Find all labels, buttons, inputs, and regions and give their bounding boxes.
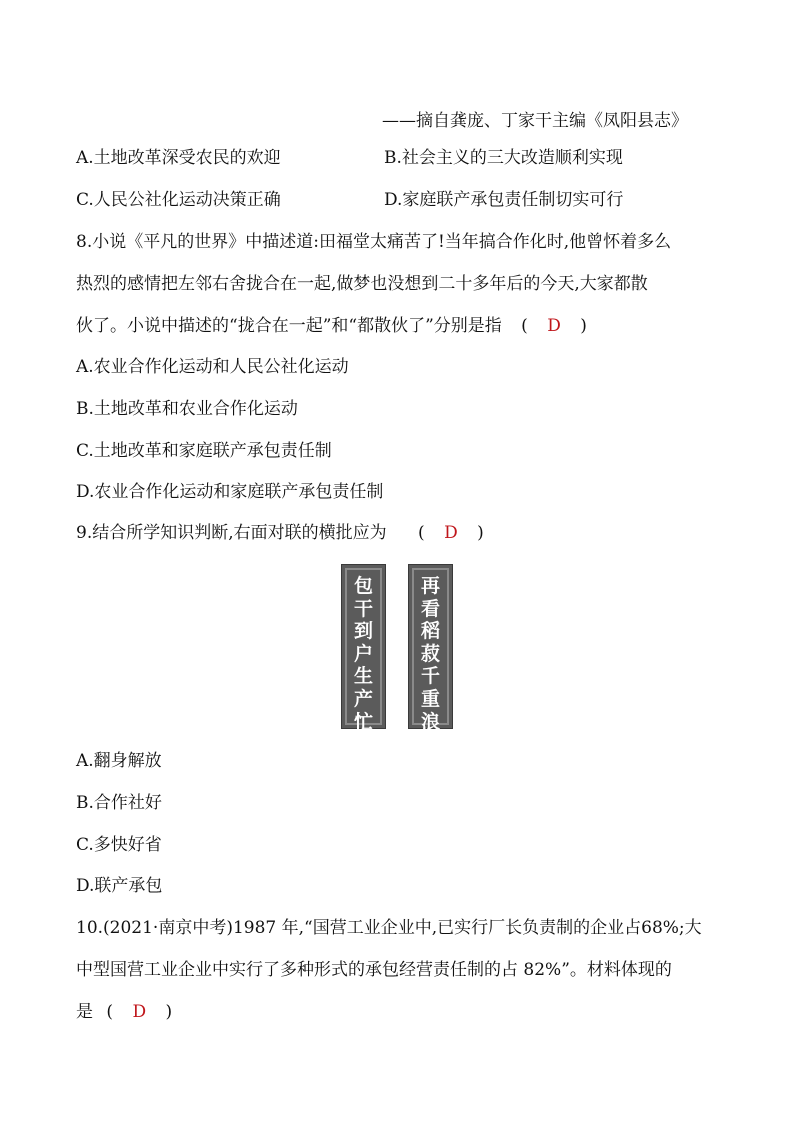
q8-stem-line-1: 8.小说《平凡的世界》中描述道:田福堂太痛苦了!当年搞合作化时,他曾怀着多么	[76, 232, 672, 252]
couplet-char: 菽	[420, 642, 440, 665]
couplet-char: 再	[420, 575, 440, 597]
q7-option-c: C.人民公社化运动决策正确	[76, 190, 281, 210]
answer-paren-close: )	[477, 523, 484, 543]
couplet-char: 干	[353, 597, 373, 620]
answer-paren-close: )	[165, 1002, 173, 1022]
answer-paren-close: )	[580, 316, 587, 336]
q9-answer: D	[444, 523, 458, 543]
q10-stem-line-3	[76, 1002, 172, 1022]
q9-option-d: D.联产承包	[76, 876, 163, 896]
couplet-char: 户	[353, 642, 373, 665]
q9-option-a: A.翻身解放	[76, 751, 162, 771]
q10-stem-line-2: 中型国营工业企业中实行了多种形式的承包经营责任制的占 82%”。材料体现的	[76, 960, 672, 980]
couplet-char: 到	[353, 620, 373, 643]
q7-option-b: B.社会主义的三大改造顺利实现	[384, 148, 623, 168]
couplet-left-chars	[342, 575, 385, 733]
couplet-char: 浪	[420, 710, 440, 733]
q9-option-c: C.多快好省	[76, 835, 162, 855]
couplet-char: 看	[420, 597, 440, 620]
answer-paren-open: (	[418, 523, 425, 543]
couplet-char: 包	[353, 575, 373, 597]
q7-option-d: D.家庭联产承包责任制切实可行	[384, 190, 624, 210]
q8-option-c: C.土地改革和家庭联产承包责任制	[76, 441, 332, 461]
q9-stem	[76, 523, 484, 543]
q10-stem-line-1: 10.(2021·南京中考)1987 年,“国营工业企业中,已实行厂长负责制的企业占68%;大	[76, 918, 702, 938]
source-citation: ——摘自龚庞、丁家干主编《凤阳县志》	[382, 111, 688, 131]
q8-answer: D	[547, 316, 561, 336]
q8-stem-text: 伙了。小说中描述的“拢合在一起”和“都散伙了”分别是指	[76, 316, 502, 336]
couplet-char: 产	[353, 687, 373, 710]
couplet-char: 生	[353, 665, 373, 688]
q7-option-a: A.土地改革深受农民的欢迎	[76, 148, 281, 168]
q8-option-b: B.土地改革和农业合作化运动	[76, 399, 298, 419]
q9-stem-text: 9.结合所学知识判断,右面对联的横批应为	[76, 523, 387, 543]
q8-stem-line-2: 热烈的感情把左邻右舍拢合在一起,做梦也没想到二十多年后的今天,大家都散	[76, 274, 648, 294]
q8-option-d: D.农业合作化运动和家庭联产承包责任制	[76, 482, 384, 502]
q8-stem-line-3	[76, 316, 587, 336]
couplet-char: 重	[420, 687, 440, 710]
couplet-left-scroll	[341, 564, 386, 733]
couplet-char: 稻	[420, 620, 440, 643]
couplet-char: 忙	[353, 710, 373, 733]
q9-option-b: B.合作社好	[76, 793, 162, 813]
q8-option-a: A.农业合作化运动和人民公社化运动	[76, 357, 349, 377]
couplet-right-chars	[409, 575, 452, 733]
answer-paren-open: (	[106, 1002, 114, 1022]
q10-stem-text: 是	[76, 1002, 93, 1022]
answer-paren-open: (	[521, 316, 528, 336]
couplet-char: 千	[420, 665, 440, 688]
couplet-right-scroll	[408, 564, 453, 733]
q10-answer: D	[132, 1002, 147, 1022]
